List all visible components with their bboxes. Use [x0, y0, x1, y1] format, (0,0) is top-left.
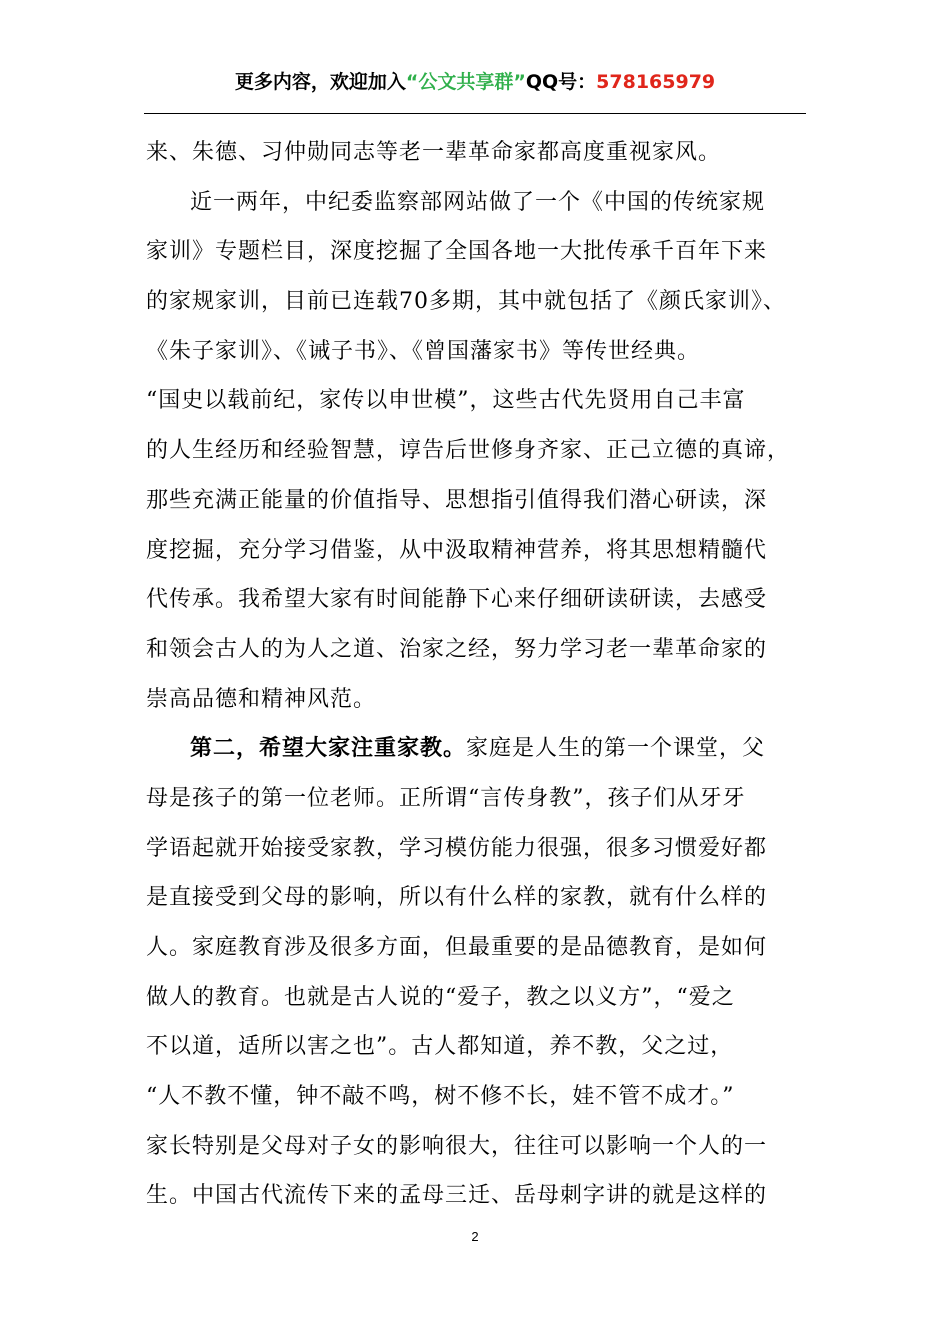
header-divider	[144, 113, 806, 114]
page-header	[0, 68, 950, 96]
document-body	[146, 128, 812, 1221]
text-line: 做人的教育。也就是古人说的“爱子，教之以义方”，“爱之	[146, 984, 735, 1010]
section-heading: 第二，希望大家注重家教。	[190, 735, 467, 762]
text-line: “国史以载前纪，家传以申世模”，这些古代先贤用自己丰富	[146, 388, 746, 414]
text-line: “人不教不懂，钟不敲不鸣，树不修不长，娃不管不成才。”	[146, 1084, 735, 1110]
text-line: 的人生经历和经验智慧，谆告后世修身齐家、正己立德的真谛，	[146, 438, 791, 464]
text-line: 不以道，适所以害之也”。古人都知道，养不教，父之过，	[146, 1034, 734, 1060]
text-line: 那些充满正能量的价值指导、思想指引值得我们潜心研读，深	[146, 487, 768, 513]
text-line: 人。家庭教育涉及很多方面，但最重要的是品德教育，是如何	[146, 935, 768, 960]
text-line: 近一两年，中纪委监察部网站做了一个《中国的传统家规	[190, 189, 766, 215]
text-line: 崇高品德和精神风范。	[146, 686, 377, 712]
text-line: 家长特别是父母对子女的影响很大，往往可以影响一个人的一	[146, 1133, 768, 1159]
text-line: 代传承。我希望大家有时间能静下心来仔细研读研读，去感受	[146, 587, 768, 613]
section-line-text: 家庭是人生的第一个课堂，父	[466, 736, 766, 762]
text-line: 来、朱德、习仲勋同志等老一辈革命家都高度重视家风。	[146, 140, 722, 165]
text-line: 度挖掘，充分学习借鉴，从中汲取精神营养，将其思想精髓代	[146, 537, 768, 563]
text-line: 生。中国古代流传下来的孟母三迁、岳母刺字讲的就是这样的	[146, 1183, 768, 1209]
page-number: 2	[471, 1229, 479, 1244]
header-prefix: 更多内容，欢迎加入	[234, 71, 406, 93]
text-line: 《朱子家训》、《诫子书》、《曾国藩家书》等传世经典。	[146, 338, 701, 364]
text-line: 和领会古人的为人之道、治家之经，努力学习老一辈革命家的	[146, 636, 768, 662]
text-line: 学语起就开始接受家教，学习模仿能力很强，很多习惯爱好都	[146, 835, 768, 861]
text-line: 母是孩子的第一位老师。正所谓“言传身教”，孩子们从牙牙	[146, 785, 746, 811]
section-line	[146, 724, 812, 774]
header-group-name: “公文共享群”	[405, 71, 526, 93]
text-line: 是直接受到父母的影响，所以有什么样的家教，就有什么样的	[146, 885, 768, 911]
header-qq-label: QQ号：	[525, 71, 597, 93]
text-line: 的家规家训，目前已连载70多期，其中就包括了《颜氏家训》、	[146, 289, 786, 315]
header-qq-number: 578165979	[596, 71, 716, 93]
text-line: 家训》专题栏目，深度挖掘了全国各地一大批传承千百年下来	[146, 239, 768, 265]
